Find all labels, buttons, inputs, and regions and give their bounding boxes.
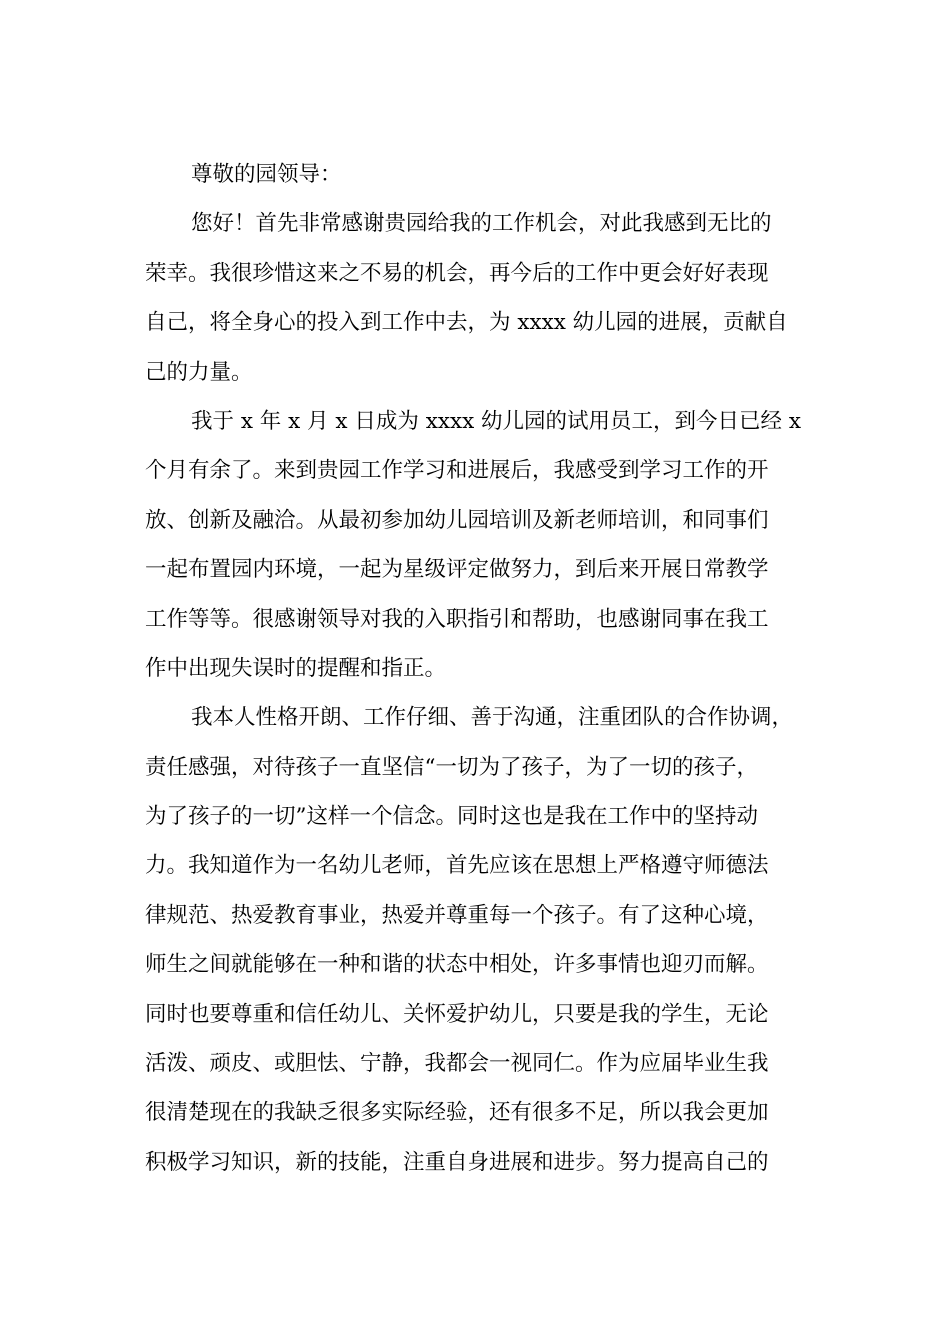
text-line: 我于 x 年 x 月 x 日成为 xxxx 幼儿园的试用员工，到今日已经 x — [191, 408, 802, 434]
text-line: 尊敬的园领导： — [191, 162, 342, 187]
text-line: 师生之间就能够在一种和谐的状态中相处，许多事情也迎刃而解。 — [145, 952, 769, 978]
text-line: 积极学习知识，新的技能，注重自身进展和进步。努力提高自己的 — [145, 1149, 769, 1175]
text-line: 己的力量。 — [145, 359, 253, 385]
text-line: 我本人性格开朗、工作仔细、善于沟通，注重团队的合作协调， — [191, 705, 794, 731]
text-line: 自己，将全身心的投入到工作中去，为 xxxx 幼儿园的进展，贡献自 — [145, 310, 788, 336]
text-line: 工作等等。很感谢领导对我的入职指引和帮助，也感谢同事在我工 — [145, 606, 769, 632]
text-line: 责任感强，对待孩子一直坚信“一切为了孩子，为了一切的孩子， — [145, 754, 758, 780]
text-line: 同时也要尊重和信任幼儿、关怀爱护幼儿，只要是我的学生，无论 — [145, 1001, 769, 1027]
text-line: 个月有余了。来到贵园工作学习和进展后，我感受到学习工作的开 — [145, 458, 769, 484]
text-line: 力。我知道作为一名幼儿老师，首先应该在思想上严格遵守师德法 — [145, 853, 769, 879]
text-line: 律规范、热爱教育事业，热爱并尊重每一个孩子。有了这种心境， — [145, 902, 769, 928]
text-line: 一起布置园内环境，一起为星级评定做努力，到后来开展日常教学 — [145, 557, 769, 583]
text-line: 为了孩子的一切”这样一个信念。同时这也是我在工作中的坚持动 — [145, 804, 758, 830]
text-line: 荣幸。我很珍惜这来之不易的机会，再今后的工作中更会好好表现 — [145, 260, 769, 286]
document-body — [145, 150, 810, 1187]
text-line: 作中出现失误时的提醒和指正。 — [145, 655, 447, 681]
text-line: 活泼、顽皮、或胆怯、宁静，我都会一视同仁。作为应届毕业生我 — [145, 1051, 769, 1077]
text-line: 很清楚现在的我缺乏很多实际经验，还有很多不足，所以我会更加 — [145, 1100, 769, 1126]
text-line: 放、创新及融洽。从最初参加幼儿园培训及新老师培训，和同事们 — [145, 507, 769, 533]
text-line: 您好！首先非常感谢贵园给我的工作机会，对此我感到无比的 — [191, 211, 772, 237]
